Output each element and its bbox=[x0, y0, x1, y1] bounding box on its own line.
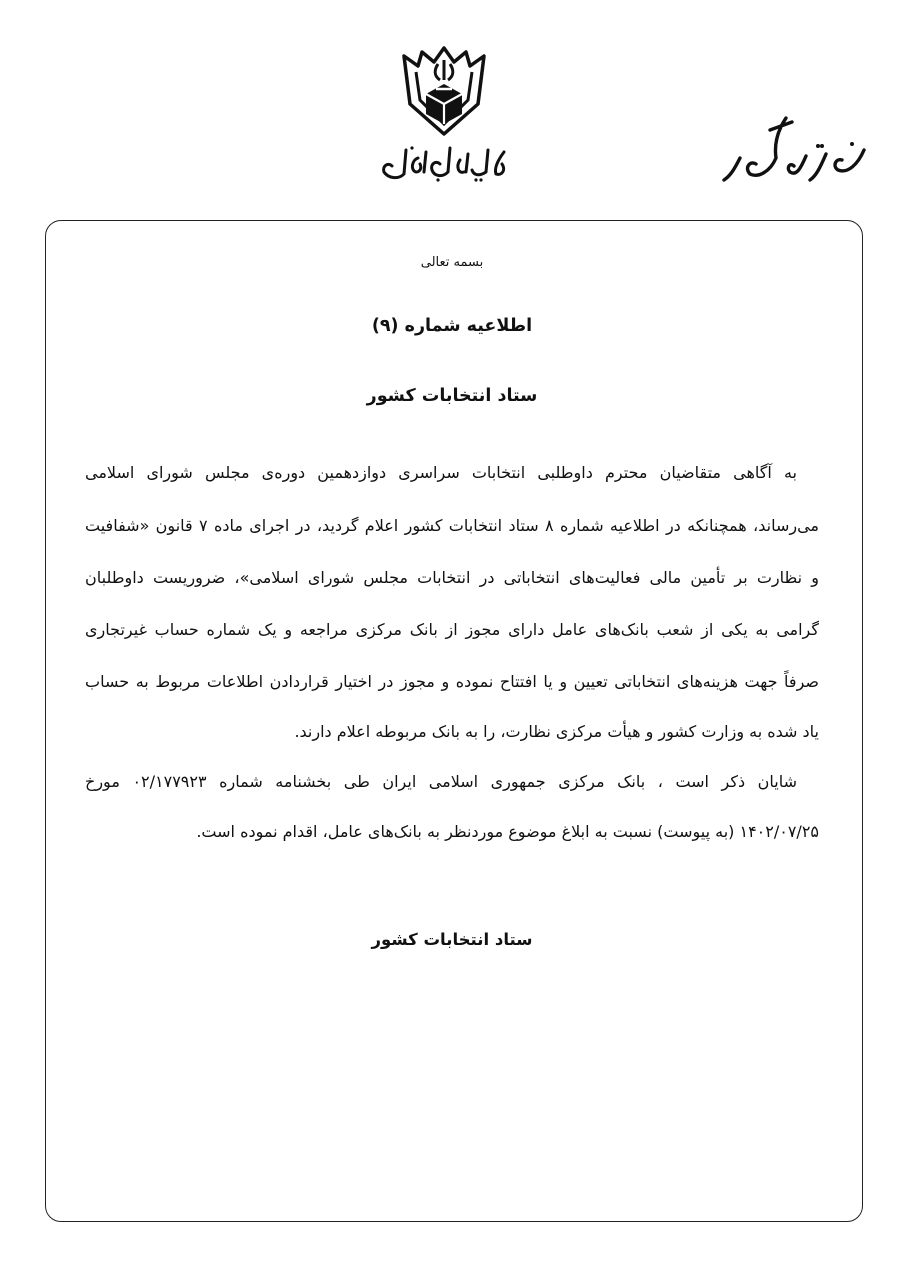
body-line-6: یاد شده به وزارت کشور و هیأت مرکزی نظارت، را به بانک مربوطه اعلام دارند. bbox=[294, 722, 819, 741]
body-line-4: گرامی به یکی از شعب بانک‌های عامل دارای مجوز از بانک مرکزی مراجعه و یک شماره حساب غیرتجاری bbox=[85, 620, 819, 639]
body-line-1: به آگاهی متقاضیان محترم داوطلبی انتخابات سراسری دوازدهمین دوره‌ی مجلس شورای اسلامی bbox=[85, 463, 797, 482]
body-line-5: صرفاً جهت هزینه‌های انتخاباتی تعیین و یا افتتاح نموده و مجوز در اختیار قراردادن اطلاعات مربوط به حساب bbox=[85, 672, 819, 691]
body-line-3: و نظارت بر تأمین مالی فعالیت‌های انتخاباتی در انتخابات مجلس شورای اسلامی»، ضروریست داوطلبان bbox=[85, 568, 819, 587]
bismillah-heading: بسمه تعالی bbox=[420, 255, 484, 270]
letter-frame bbox=[45, 220, 863, 1222]
body-line-2: می‌رساند، همچنانکه در اطلاعیه شماره ۸ ستاد انتخابات کشور اعلام گردید، در اجرای ماده ۷ قانون «شفافیت bbox=[85, 516, 819, 535]
body-line-7: شایان ذکر است ، بانک مرکزی جمهوری اسلامی ایران طی بخشنامه شماره ۰۲/۱۷۷۹۲۳ مورخ bbox=[85, 772, 798, 791]
announcement-title: اطلاعیه شماره (۹) bbox=[371, 316, 533, 336]
closing-signature: ستاد انتخابات کشور bbox=[371, 930, 533, 949]
ministry-of-interior-signature bbox=[720, 110, 870, 192]
issuer-subtitle: ستاد انتخابات کشور bbox=[366, 386, 538, 406]
election-hq-signature bbox=[376, 142, 511, 184]
body-line-8: ۱۴۰۲/۰۷/۲۵ (به پیوست) نسبت به ابلاغ موضوع موردنظر به بانک‌های عامل، اقدام نموده است. bbox=[196, 822, 819, 841]
election-hq-logo-icon bbox=[396, 42, 492, 138]
